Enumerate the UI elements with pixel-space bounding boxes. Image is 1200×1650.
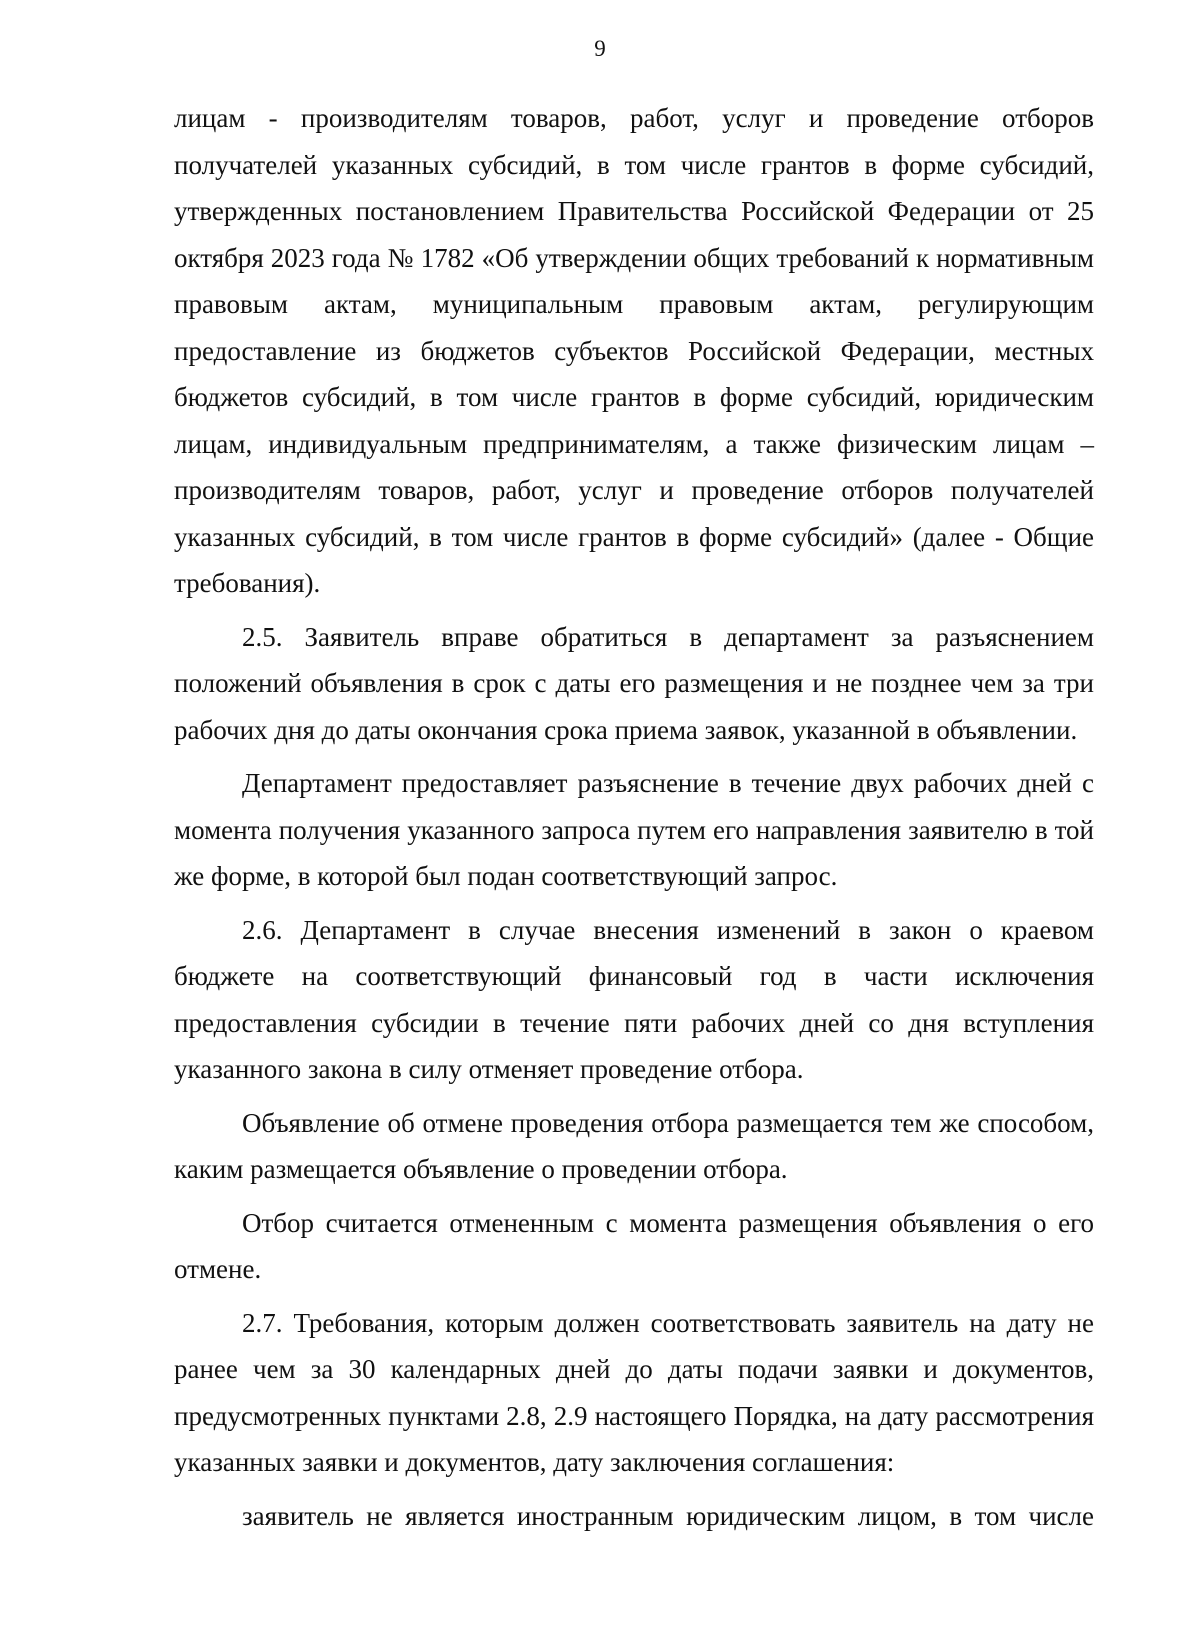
paragraph-2-5: 2.5. Заявитель вправе обратиться в департамент за разъяснением положений объявления в срок с даты его размещения и не позднее чем за три рабочих дня до даты окончания срока приема заявок, указанной в объявлении. [174,621,1094,745]
document-body [174,95,1094,1539]
paragraph-applicant-requirement: заявитель не является иностранным юридическим лицом, в том числе [242,1500,1094,1531]
paragraph-2-7: 2.7. Требования, которым должен соответствовать заявитель на дату не ранее чем за 30 календарных дней до даты подачи заявки и документов, предусмотренных пунктами 2.8, 2.9 настоящего Порядка, на дату рассмотрения указанных заявки и документов, дату заключения соглашения: [174,1307,1094,1477]
paragraph-cancellation-announcement: Объявление об отмене проведения отбора размещается тем же способом, каким размещается объявление о проведении отбора. [174,1107,1094,1184]
page-number: 9 [594,36,606,61]
paragraph-2-6: 2.6. Департамент в случае внесения изменений в закон о краевом бюджете на соответствующий финансовый год в части исключения предоставления субсидии в течение пяти рабочих дней со дня вступления указанного закона в силу отменяет проведение отбора. [174,914,1094,1084]
paragraph-department-clarification: Департамент предоставляет разъяснение в течение двух рабочих дней с момента получения указанного запроса путем его направления заявителю в той же форме, в которой был подан соответствующий запрос. [174,768,1094,891]
paragraph-selection-cancelled: Отбор считается отмененным с момента размещения объявления о его отмене. [174,1207,1094,1284]
paragraph-continuation: лицам - производителям товаров, работ, услуг и проведение отборов получателей указанных субсидий, в том числе грантов в форме субсидий, утвержденных постановлением Правительства Российской Федерации от 25 октября 2023 года № 1782 «Об утверждении общих требований к нормативным правовым актам, муниципальным правовым актам, регулирующим предоставление из бюджетов субъектов Российской Федерации, местных бюджетов субсидий, в том числе грантов в форме субсидий, юридическим лицам, индивидуальным предпринимателям, а также физическим лицам – производителям товаров, работ, услуг и проведение отборов получателей указанных субсидий, в том числе грантов в форме субсидий» (далее - Общие требования). [174,103,1094,598]
